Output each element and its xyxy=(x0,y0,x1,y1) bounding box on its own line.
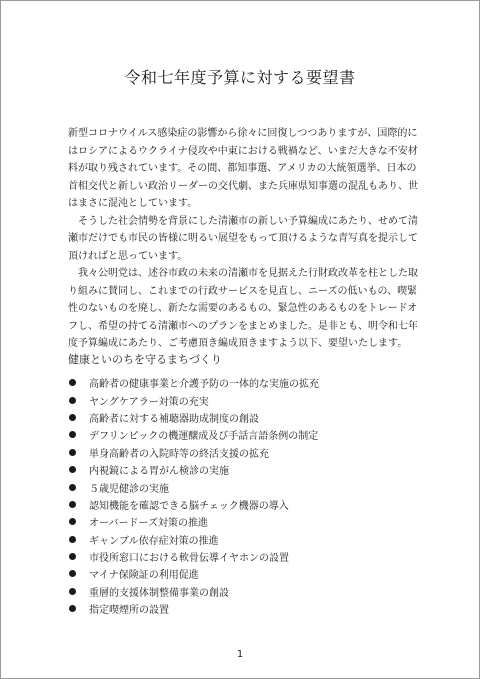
list-item xyxy=(69,374,421,391)
list-item-text: 高齢者に対する補聴器助成制度の創設 xyxy=(89,413,259,425)
paragraph-1: 新型コロナウイルス感染症の影響から徐々に回復しつつありますが、国際的にはロシアによるウクライナ侵攻や中東における戦禍など、いまだ大きな不安材料が取り残されています。その間、都知事選、アメリカの大統領選挙、日本の首相交代と新しい政治リーダーの交代劇、また兵庫県知事選の混乱もあり、世はまさに混沌としています。 xyxy=(68,128,418,209)
paragraph-2: そうした社会情勢を背景にした清瀬市の新しい予算編成にあたり、せめて清瀬市だけでも市民の皆様に明るい展望をもって頂けるような青写真を提示して頂ければと思っています。 xyxy=(68,215,418,262)
document-title: 令和七年度予算に対する要望書 xyxy=(124,68,356,87)
list-item xyxy=(69,548,421,565)
bullet-icon xyxy=(69,518,76,525)
list-item xyxy=(69,444,421,461)
request-list xyxy=(69,374,421,617)
list-item-text: デフリンピックの機運醸成及び手話言語条例の制定 xyxy=(89,431,319,443)
bullet-icon xyxy=(69,570,76,577)
list-item xyxy=(69,409,421,426)
bullet-icon xyxy=(69,605,76,612)
bullet-icon xyxy=(69,484,76,491)
list-item xyxy=(69,513,421,530)
list-item-text: 指定喫煙所の設置 xyxy=(89,605,169,617)
bullet-icon xyxy=(69,553,76,560)
list-item xyxy=(69,531,421,548)
section-heading: 健康といのちを守るまちづくり xyxy=(68,353,222,366)
list-item-text: ヤングケアラー対策の充実 xyxy=(89,396,209,408)
list-item-text: 高齢者の健康事業と介護予防の一体的な実施の拡充 xyxy=(89,379,319,391)
list-item-text: 市役所窓口における軟骨伝導イヤホンの設置 xyxy=(89,553,289,565)
list-item-text: マイナ保険証の利用促進 xyxy=(89,570,199,582)
list-item xyxy=(69,478,421,495)
list-item-text: 単身高齢者の入院時等の終活支援の拡充 xyxy=(89,448,269,460)
list-item-text: オーバードーズ対策の推進 xyxy=(89,518,208,530)
document-body xyxy=(68,125,420,353)
bullet-icon xyxy=(69,414,76,421)
bullet-icon xyxy=(69,536,76,543)
list-item-text: 認知機能を確認できる脳チェック機器の導入 xyxy=(89,500,289,512)
list-item-text: 重層的支援体制整備事業の創設 xyxy=(89,587,229,599)
list-item xyxy=(69,391,421,408)
page-number: 1 xyxy=(236,649,244,660)
list-item-text: 内視鏡による胃がん検診の実施 xyxy=(89,466,229,478)
list-item xyxy=(69,461,421,478)
bullet-icon xyxy=(69,449,76,456)
paragraph-3: 我々公明党は、述谷市政の未来の清瀬市を見据えた行財政改革を柱とした取り組みに賛同し、これまでの行政サービスを見直し、ニーズの低いもの、喫緊性のないものを廃し、新たな需要のあるもの、緊急性のあるものをトレードオフし、希望の持てる清瀬市へのプランをまとめました。是非とも、明令和七年度予算編成にあたり、ご考慮頂き編成頂きますよう以下、要望いたします。 xyxy=(68,268,418,349)
list-item-text: ギャンブル依存症対策の推進 xyxy=(89,535,219,547)
list-item xyxy=(69,583,421,600)
list-item xyxy=(69,565,421,582)
bullet-icon xyxy=(69,397,76,404)
list-item xyxy=(69,496,421,513)
list-item xyxy=(69,426,421,443)
bullet-icon xyxy=(69,588,76,595)
bullet-icon xyxy=(69,379,76,386)
bullet-icon xyxy=(69,431,76,438)
bullet-icon xyxy=(69,501,76,508)
list-item xyxy=(69,600,421,617)
bullet-icon xyxy=(69,466,76,473)
list-item-text: ５歳児健診の実施 xyxy=(89,483,169,495)
